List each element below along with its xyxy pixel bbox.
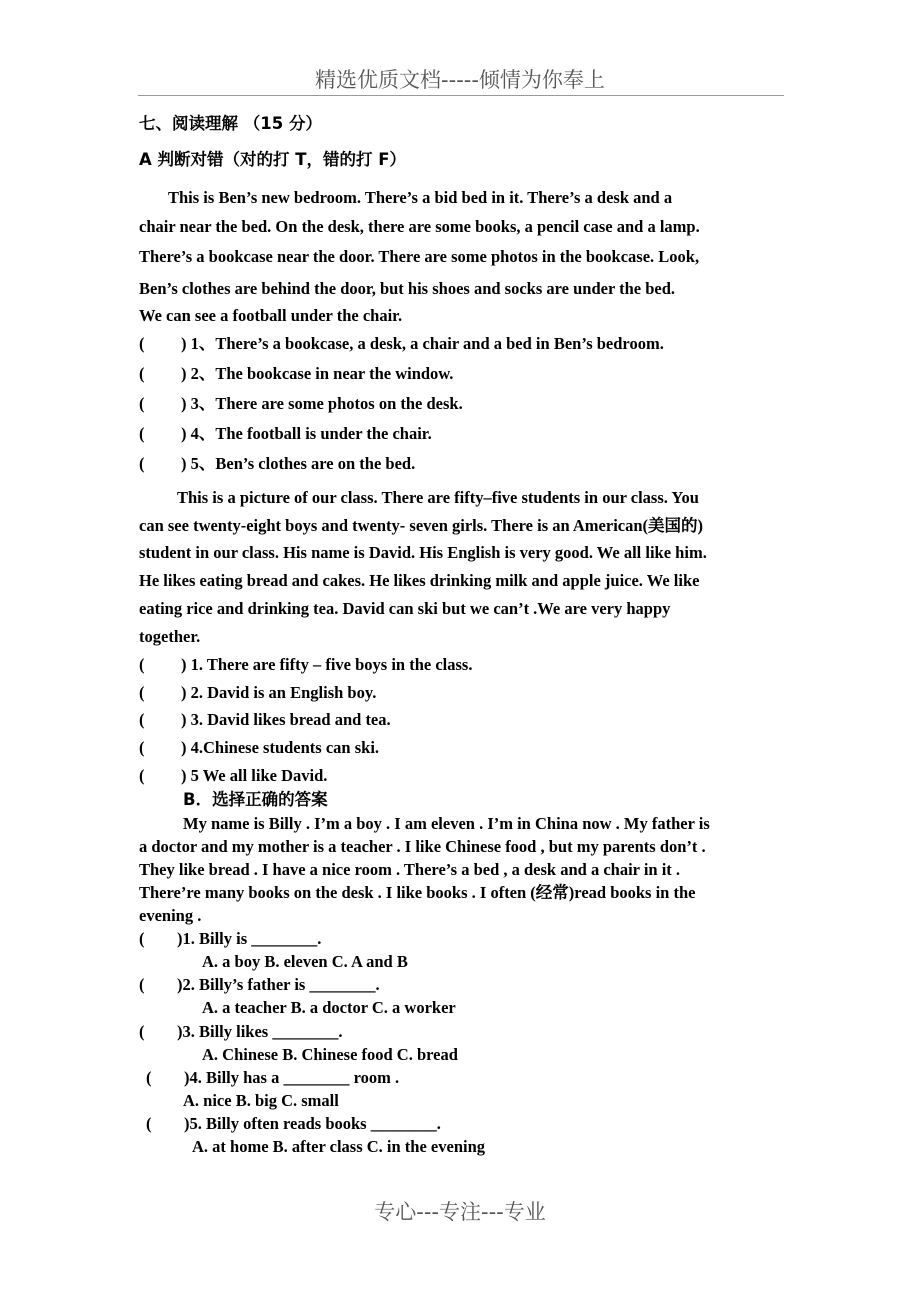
answer-paren[interactable]: ( [139, 1022, 145, 1041]
passage3-line: They like bread . I have a nice room . There’s a bed , a desk and a chair in it . [139, 860, 681, 879]
page-header: 精选优质文档-----倾情为你奉上 [315, 68, 605, 92]
answer-paren[interactable]: ( [146, 1068, 152, 1087]
answer-paren[interactable]: ( [139, 424, 145, 443]
part-a-title: A 判断对错（对的打 T，错的打 F） [139, 150, 407, 169]
choice-options: A. a teacher B. a doctor C. a worker [202, 998, 456, 1017]
question-text: ) 2、The bookcase in near the window. [181, 364, 454, 383]
passage1-line: Ben’s clothes are behind the door, but his shoes and socks are under the bed. [139, 279, 676, 298]
question-text: ) 4.Chinese students can ski. [181, 738, 380, 757]
question-text: ) 3、There are some photos on the desk. [181, 394, 463, 413]
judge-question [139, 683, 376, 703]
passage2-line: student in our class. His name is David. His English is very good. We all like him. [139, 543, 707, 562]
passage2-line: eating rice and drinking tea. David can ski but we can’t .We are very happy [139, 599, 671, 618]
passage3-line: My name is Billy . I’m a boy . I am eleven . I’m in China now . My father is [183, 814, 710, 833]
judge-question [139, 710, 391, 730]
passage1-line: We can see a football under the chair. [139, 306, 403, 325]
judge-question [139, 738, 379, 758]
judge-question [139, 364, 453, 384]
question-text: ) 5 We all like David. [181, 766, 328, 785]
passage2-line: together. [139, 627, 201, 646]
question-text: ) 4、The football is under the chair. [181, 424, 432, 443]
choice-options: A. a boy B. eleven C. A and B [202, 952, 408, 971]
question-text: ) 1. There are fifty – five boys in the class. [181, 655, 473, 674]
passage2-line: He likes eating bread and cakes. He likes drinking milk and apple juice. We like [139, 571, 700, 590]
passage3-line: evening . [139, 906, 202, 925]
answer-paren[interactable]: ( [139, 394, 145, 413]
answer-paren[interactable]: ( [139, 334, 145, 353]
choice-question [139, 1022, 342, 1042]
passage3-line: a doctor and my mother is a teacher . I like Chinese food , but my parents don’t . [139, 837, 706, 856]
question-text: )3. Billy likes ________. [177, 1022, 343, 1041]
judge-question [139, 655, 472, 675]
judge-question [139, 454, 415, 474]
choice-question [139, 975, 380, 995]
answer-paren[interactable]: ( [139, 766, 145, 785]
question-text: ) 1、There’s a bookcase, a desk, a chair and a bed in Ben’s bedroom. [181, 334, 664, 353]
question-text: )1. Billy is ________. [177, 929, 322, 948]
choice-options: A. Chinese B. Chinese food C. bread [202, 1045, 458, 1064]
judge-question [139, 394, 463, 414]
passage1-line: There’s a bookcase near the door. There are some photos in the bookcase. Look, [139, 247, 700, 266]
passage2-line: can see twenty-eight boys and twenty- seven girls. There is an American(美国的) [139, 516, 704, 535]
answer-paren[interactable]: ( [139, 364, 145, 383]
question-text: ) 3. David likes bread and tea. [181, 710, 391, 729]
answer-paren[interactable]: ( [139, 454, 145, 473]
choice-question [139, 929, 321, 949]
choice-options: A. nice B. big C. small [183, 1091, 339, 1110]
answer-paren[interactable]: ( [139, 683, 145, 702]
question-text: ) 5、Ben’s clothes are on the bed. [181, 454, 416, 473]
passage1-line: This is Ben’s new bedroom. There’s a bid bed in it. There’s a desk and a [168, 188, 673, 207]
choice-options: A. at home B. after class C. in the evening [192, 1137, 486, 1156]
question-text: )5. Billy often reads books ________. [184, 1114, 441, 1133]
passage3-line: There’re many books on the desk . I like books . I often (经常)read books in the [139, 883, 696, 902]
passage1-line: chair near the bed. On the desk, there are some books, a pencil case and a lamp. [139, 217, 700, 236]
section-title: 七、阅读理解 （15 分） [139, 114, 322, 133]
question-text: ) 2. David is an English boy. [181, 683, 377, 702]
judge-question [139, 766, 327, 786]
choice-question [146, 1114, 441, 1134]
judge-question [139, 334, 664, 354]
answer-paren[interactable]: ( [139, 929, 145, 948]
answer-paren[interactable]: ( [139, 655, 145, 674]
answer-paren[interactable]: ( [139, 738, 145, 757]
answer-paren[interactable]: ( [139, 710, 145, 729]
passage2-line: This is a picture of our class. There are fifty–five students in our class. You [177, 488, 699, 507]
judge-question [139, 424, 432, 444]
answer-paren[interactable]: ( [146, 1114, 152, 1133]
header-divider [138, 95, 784, 96]
question-text: )2. Billy’s father is ________. [177, 975, 380, 994]
answer-paren[interactable]: ( [139, 975, 145, 994]
choice-question [146, 1068, 399, 1088]
part-b-title: B．选择正确的答案 [183, 790, 328, 809]
page-footer: 专心---专注---专业 [374, 1200, 546, 1224]
question-text: )4. Billy has a ________ room . [184, 1068, 400, 1087]
